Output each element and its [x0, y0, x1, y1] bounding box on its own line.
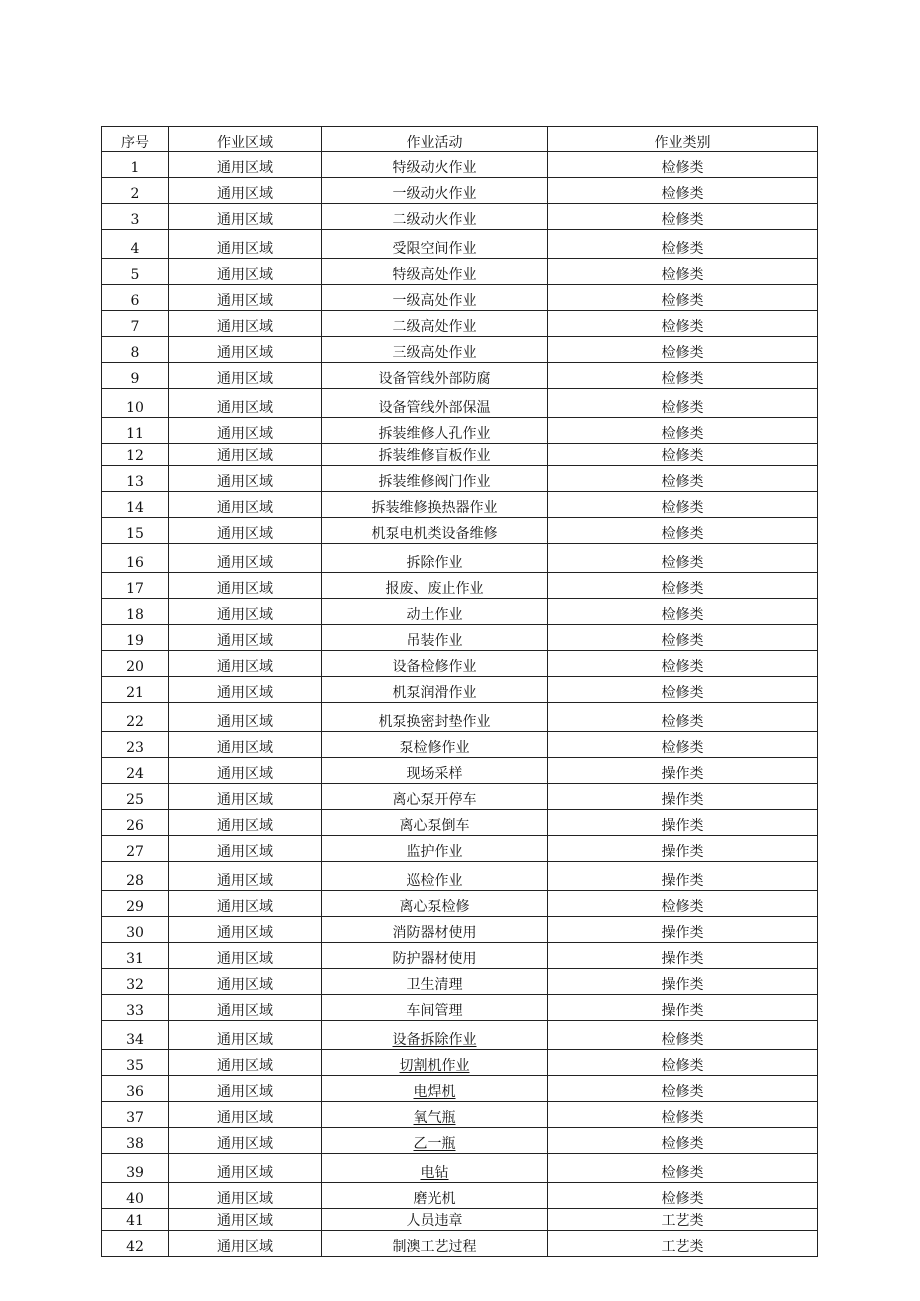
- table-row: [102, 917, 818, 943]
- cell-category: 检修类: [548, 1021, 818, 1050]
- cell-category: 检修类: [548, 466, 818, 492]
- cell-category: 检修类: [548, 573, 818, 599]
- table-row: [102, 784, 818, 810]
- cell-category: 检修类: [548, 389, 818, 418]
- cell-category: 操作类: [548, 836, 818, 862]
- cell-area: 通用区域: [169, 810, 322, 836]
- table-row: [102, 1050, 818, 1076]
- cell-category: 检修类: [548, 677, 818, 703]
- cell-activity: 监护作业: [322, 836, 548, 862]
- cell-area: 通用区域: [169, 418, 322, 444]
- cell-activity: 拆装维修换热器作业: [322, 492, 548, 518]
- cell-no: 11: [102, 418, 169, 444]
- cell-category: 检修类: [548, 418, 818, 444]
- cell-area: 通用区域: [169, 311, 322, 337]
- cell-area: 通用区域: [169, 492, 322, 518]
- table-row: [102, 625, 818, 651]
- cell-no: 35: [102, 1050, 169, 1076]
- table-row: [102, 573, 818, 599]
- table-header-row: [102, 127, 818, 152]
- table-row: [102, 810, 818, 836]
- header-category: 作业类别: [548, 127, 818, 152]
- cell-no: 10: [102, 389, 169, 418]
- cell-activity: 拆装维修盲板作业: [322, 444, 548, 466]
- cell-no: 15: [102, 518, 169, 544]
- cell-no: 17: [102, 573, 169, 599]
- cell-category: 检修类: [548, 544, 818, 573]
- cell-activity: 特级动火作业: [322, 152, 548, 178]
- table-row: [102, 969, 818, 995]
- cell-category: 检修类: [548, 152, 818, 178]
- cell-activity: 车间管理: [322, 995, 548, 1021]
- cell-no: 37: [102, 1102, 169, 1128]
- cell-activity: 二级高处作业: [322, 311, 548, 337]
- cell-activity: [322, 1128, 548, 1154]
- cell-activity: 巡检作业: [322, 862, 548, 891]
- cell-no: 4: [102, 230, 169, 259]
- cell-area: 通用区域: [169, 518, 322, 544]
- cell-area: 通用区域: [169, 152, 322, 178]
- table-row: [102, 943, 818, 969]
- table-row: [102, 466, 818, 492]
- cell-activity: 机泵换密封垫作业: [322, 703, 548, 732]
- cell-no: 12: [102, 444, 169, 466]
- cell-category: 操作类: [548, 810, 818, 836]
- table-row: [102, 230, 818, 259]
- cell-activity-text: 设备拆除作业: [392, 1032, 477, 1048]
- cell-activity: 特级高处作业: [322, 259, 548, 285]
- cell-area: 通用区域: [169, 677, 322, 703]
- table-row: [102, 891, 818, 917]
- header-no: 序号: [102, 127, 169, 152]
- table-row: [102, 1231, 818, 1257]
- cell-no: 30: [102, 917, 169, 943]
- cell-activity: 拆装维修人孔作业: [322, 418, 548, 444]
- cell-no: 20: [102, 651, 169, 677]
- cell-activity: 磨光机: [322, 1183, 548, 1209]
- cell-category: 检修类: [548, 732, 818, 758]
- cell-category: 操作类: [548, 862, 818, 891]
- cell-area: 通用区域: [169, 891, 322, 917]
- cell-category: 检修类: [548, 1102, 818, 1128]
- cell-activity: 拆除作业: [322, 544, 548, 573]
- cell-no: 18: [102, 599, 169, 625]
- cell-activity: 设备检修作业: [322, 651, 548, 677]
- cell-category: 检修类: [548, 518, 818, 544]
- cell-category: 检修类: [548, 625, 818, 651]
- cell-area: 通用区域: [169, 917, 322, 943]
- cell-no: 26: [102, 810, 169, 836]
- cell-area: 通用区域: [169, 178, 322, 204]
- cell-area: 通用区域: [169, 1076, 322, 1102]
- table-row: [102, 418, 818, 444]
- cell-activity: 泵检修作业: [322, 732, 548, 758]
- cell-activity-text: 电焊机: [413, 1084, 456, 1100]
- cell-category: 检修类: [548, 703, 818, 732]
- cell-no: 38: [102, 1128, 169, 1154]
- cell-no: 42: [102, 1231, 169, 1257]
- cell-area: 通用区域: [169, 230, 322, 259]
- cell-no: 6: [102, 285, 169, 311]
- cell-area: 通用区域: [169, 337, 322, 363]
- cell-activity: [322, 1021, 548, 1050]
- cell-activity: 拆装维修阀门作业: [322, 466, 548, 492]
- cell-area: 通用区域: [169, 732, 322, 758]
- cell-category: 检修类: [548, 204, 818, 230]
- cell-area: 通用区域: [169, 943, 322, 969]
- cell-area: 通用区域: [169, 1102, 322, 1128]
- cell-area: 通用区域: [169, 625, 322, 651]
- table-row: [102, 389, 818, 418]
- cell-activity: 一级高处作业: [322, 285, 548, 311]
- cell-no: 8: [102, 337, 169, 363]
- table-row: [102, 492, 818, 518]
- cell-activity: 三级高处作业: [322, 337, 548, 363]
- table-row: [102, 518, 818, 544]
- cell-no: 7: [102, 311, 169, 337]
- cell-area: 通用区域: [169, 758, 322, 784]
- cell-area: 通用区域: [169, 1021, 322, 1050]
- cell-activity: 机泵润滑作业: [322, 677, 548, 703]
- cell-activity: 设备管线外部防腐: [322, 363, 548, 389]
- table-row: [102, 836, 818, 862]
- cell-no: 29: [102, 891, 169, 917]
- cell-area: 通用区域: [169, 285, 322, 311]
- cell-activity: 一级动火作业: [322, 178, 548, 204]
- cell-activity: [322, 1050, 548, 1076]
- cell-area: 通用区域: [169, 363, 322, 389]
- cell-category: 工艺类: [548, 1231, 818, 1257]
- cell-no: 21: [102, 677, 169, 703]
- cell-activity: 动土作业: [322, 599, 548, 625]
- cell-no: 22: [102, 703, 169, 732]
- table-row: [102, 758, 818, 784]
- table-row: [102, 995, 818, 1021]
- cell-area: 通用区域: [169, 599, 322, 625]
- cell-category: 检修类: [548, 1128, 818, 1154]
- cell-category: 检修类: [548, 311, 818, 337]
- cell-activity: 二级动火作业: [322, 204, 548, 230]
- table-row: [102, 178, 818, 204]
- cell-no: 5: [102, 259, 169, 285]
- cell-no: 39: [102, 1154, 169, 1183]
- table-row: [102, 152, 818, 178]
- table-row: [102, 337, 818, 363]
- cell-activity: 报废、废止作业: [322, 573, 548, 599]
- table-row: [102, 285, 818, 311]
- cell-no: 16: [102, 544, 169, 573]
- cell-no: 3: [102, 204, 169, 230]
- cell-category: 操作类: [548, 969, 818, 995]
- table-row: [102, 1102, 818, 1128]
- cell-activity-text: 乙一瓶: [413, 1136, 456, 1152]
- cell-activity: 人员违章: [322, 1209, 548, 1231]
- header-area: 作业区域: [169, 127, 322, 152]
- table-row: [102, 1154, 818, 1183]
- cell-area: 通用区域: [169, 862, 322, 891]
- table-row: [102, 1183, 818, 1209]
- cell-area: 通用区域: [169, 1209, 322, 1231]
- cell-area: 通用区域: [169, 969, 322, 995]
- cell-no: 14: [102, 492, 169, 518]
- table-row: [102, 1076, 818, 1102]
- cell-category: 检修类: [548, 651, 818, 677]
- cell-category: 检修类: [548, 1154, 818, 1183]
- cell-no: 41: [102, 1209, 169, 1231]
- cell-area: 通用区域: [169, 836, 322, 862]
- table-row: [102, 1209, 818, 1231]
- cell-category: 操作类: [548, 758, 818, 784]
- cell-activity: 离心泵开停车: [322, 784, 548, 810]
- cell-no: 28: [102, 862, 169, 891]
- table-row: [102, 862, 818, 891]
- cell-area: 通用区域: [169, 444, 322, 466]
- cell-activity: 离心泵检修: [322, 891, 548, 917]
- cell-activity: [322, 1154, 548, 1183]
- cell-area: 通用区域: [169, 651, 322, 677]
- cell-activity: 离心泵倒车: [322, 810, 548, 836]
- cell-no: 34: [102, 1021, 169, 1050]
- header-activity: 作业活动: [322, 127, 548, 152]
- cell-no: 40: [102, 1183, 169, 1209]
- cell-area: 通用区域: [169, 573, 322, 599]
- cell-activity: 防护器材使用: [322, 943, 548, 969]
- table-row: [102, 259, 818, 285]
- activity-table: [101, 126, 818, 1257]
- cell-area: 通用区域: [169, 1183, 322, 1209]
- table-row: [102, 599, 818, 625]
- cell-no: 2: [102, 178, 169, 204]
- cell-category: 检修类: [548, 285, 818, 311]
- table-row: [102, 544, 818, 573]
- cell-activity: 设备管线外部保温: [322, 389, 548, 418]
- cell-no: 31: [102, 943, 169, 969]
- cell-no: 19: [102, 625, 169, 651]
- cell-no: 27: [102, 836, 169, 862]
- cell-area: 通用区域: [169, 784, 322, 810]
- cell-category: 检修类: [548, 259, 818, 285]
- cell-category: 检修类: [548, 178, 818, 204]
- cell-category: 检修类: [548, 1076, 818, 1102]
- cell-activity: 受限空间作业: [322, 230, 548, 259]
- cell-no: 25: [102, 784, 169, 810]
- cell-area: 通用区域: [169, 703, 322, 732]
- cell-category: 工艺类: [548, 1209, 818, 1231]
- cell-area: 通用区域: [169, 995, 322, 1021]
- table-row: [102, 1128, 818, 1154]
- cell-activity: 消防器材使用: [322, 917, 548, 943]
- cell-no: 24: [102, 758, 169, 784]
- cell-activity: 制澳工艺过程: [322, 1231, 548, 1257]
- cell-category: 操作类: [548, 784, 818, 810]
- cell-activity: [322, 1076, 548, 1102]
- table-row: [102, 703, 818, 732]
- table-body: [102, 152, 818, 1257]
- cell-activity-text: 氧气瓶: [413, 1110, 456, 1126]
- cell-no: 32: [102, 969, 169, 995]
- cell-area: 通用区域: [169, 1154, 322, 1183]
- table-row: [102, 444, 818, 466]
- cell-category: 检修类: [548, 230, 818, 259]
- cell-no: 13: [102, 466, 169, 492]
- cell-activity-text: 切割机作业: [399, 1058, 470, 1074]
- cell-category: 操作类: [548, 943, 818, 969]
- cell-area: 通用区域: [169, 544, 322, 573]
- cell-category: 检修类: [548, 444, 818, 466]
- cell-category: 检修类: [548, 599, 818, 625]
- cell-area: 通用区域: [169, 259, 322, 285]
- cell-no: 1: [102, 152, 169, 178]
- cell-category: 检修类: [548, 337, 818, 363]
- cell-category: 检修类: [548, 492, 818, 518]
- table-row: [102, 651, 818, 677]
- cell-activity: [322, 1102, 548, 1128]
- cell-no: 9: [102, 363, 169, 389]
- cell-no: 36: [102, 1076, 169, 1102]
- cell-category: 检修类: [548, 363, 818, 389]
- cell-area: 通用区域: [169, 1128, 322, 1154]
- cell-category: 检修类: [548, 891, 818, 917]
- table-row: [102, 204, 818, 230]
- cell-activity-text: 电钻: [420, 1165, 449, 1181]
- table-row: [102, 363, 818, 389]
- cell-category: 检修类: [548, 1050, 818, 1076]
- table-row: [102, 732, 818, 758]
- cell-no: 23: [102, 732, 169, 758]
- cell-area: 通用区域: [169, 1050, 322, 1076]
- cell-category: 检修类: [548, 1183, 818, 1209]
- cell-no: 33: [102, 995, 169, 1021]
- cell-area: 通用区域: [169, 204, 322, 230]
- cell-area: 通用区域: [169, 389, 322, 418]
- cell-area: 通用区域: [169, 466, 322, 492]
- table-row: [102, 311, 818, 337]
- cell-activity: 吊装作业: [322, 625, 548, 651]
- cell-activity: 卫生清理: [322, 969, 548, 995]
- cell-activity: 机泵电机类设备维修: [322, 518, 548, 544]
- table-row: [102, 1021, 818, 1050]
- cell-category: 操作类: [548, 917, 818, 943]
- cell-area: 通用区域: [169, 1231, 322, 1257]
- table-row: [102, 677, 818, 703]
- cell-category: 操作类: [548, 995, 818, 1021]
- cell-activity: 现场采样: [322, 758, 548, 784]
